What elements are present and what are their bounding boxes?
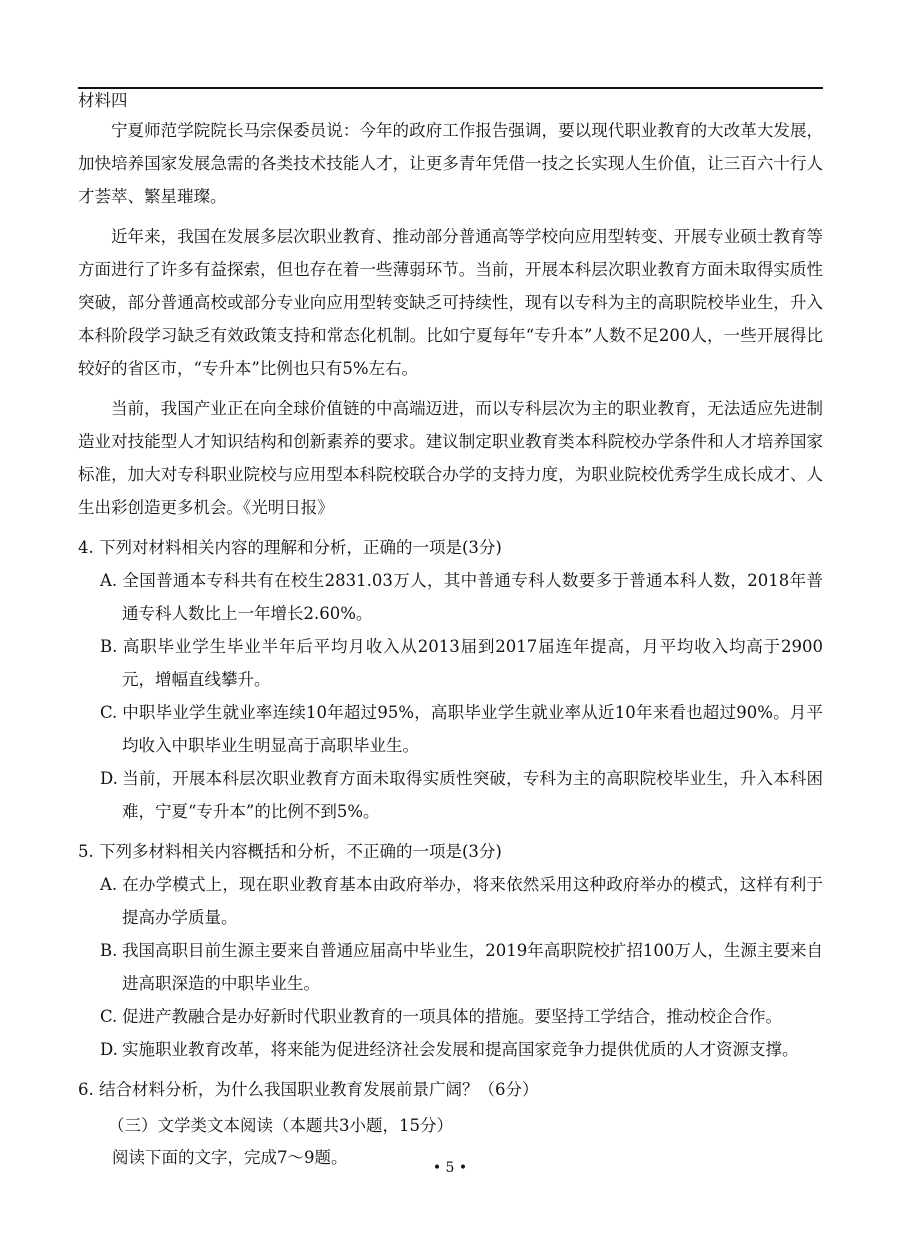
material-title: 材料四 (78, 91, 128, 110)
question-5-option-c (100, 1000, 823, 1033)
option-text: 全国普通本专科共有在校生2831.03万人，其中普通专科人数要多于普通本科人数，2018年普通专科人数比上一年增长2.60%。 (122, 571, 823, 623)
section-heading: （三）文学类文本阅读（本题共3小题，15分） (108, 1116, 453, 1135)
option-letter: D. (100, 1040, 118, 1059)
option-text: 高职毕业学生毕业半年后平均月收入从2013届到2017届连年提高，月平均收入均高于2900元，增幅直线攀升。 (122, 637, 823, 689)
option-text: 促进产教融合是办好新时代职业教育的一项具体的措施。要坚持工学结合，推动校企合作。 (122, 1007, 782, 1026)
option-text: 在办学模式上，现在职业教育基本由政府举办，将来依然采用这种政府举办的模式，这样有利于提高办学质量。 (122, 875, 823, 927)
question-4-option-d (100, 762, 823, 828)
option-letter: C. (100, 1007, 118, 1026)
option-text: 中职毕业学生就业率连续10年超过95%，高职毕业学生就业率从近10年来看也超过90%。月平均收入中职毕业生明显高于高职毕业生。 (122, 703, 823, 755)
option-letter: B. (100, 637, 118, 656)
section-instruction: 阅读下面的文字，完成7～9题。 (112, 1148, 348, 1167)
question-4-stem: 4. 下列对材料相关内容的理解和分析，正确的一项是(3分) (78, 538, 502, 557)
option-letter: A. (100, 875, 118, 894)
option-letter: C. (100, 703, 118, 722)
question-6-stem: 6. 结合材料分析，为什么我国职业教育发展前景广阔？（6分） (78, 1080, 539, 1099)
question-4-option-a (100, 564, 823, 630)
page-number: • 5 • (432, 1160, 468, 1176)
document-page (78, 88, 823, 1174)
question-5-option-a (100, 868, 823, 934)
question-4-option-c (100, 696, 823, 762)
option-text: 实施职业教育改革，将来能为促进经济社会发展和提高国家竞争力提供优质的人才资源支撑。 (122, 1040, 799, 1059)
question-5-option-d (100, 1033, 823, 1066)
question-5-option-b (100, 934, 823, 1000)
question-5-stem: 5. 下列多材料相关内容概括和分析，不正确的一项是(3分) (78, 842, 502, 861)
option-text: 我国高职目前生源主要来自普通应届高中毕业生，2019年高职院校扩招100万人，生源主要来自进高职深造的中职毕业生。 (122, 941, 823, 993)
option-text: 当前，开展本科层次职业教育方面未取得实质性突破，专科为主的高职院校毕业生，升入本科困难，宁夏“专升本”的比例不到5%。 (122, 769, 823, 821)
option-letter: D. (100, 769, 118, 788)
material-paragraph-3: 当前，我国产业正在向全球价值链的中高端迈进，而以专科层次为主的职业教育，无法适应先进制造业对技能型人才知识结构和创新素养的要求。建议制定职业教育类本科院校办学条件和人才培养国家标准，加大对专科职业院校与应用型本科院校联合办学的支持力度，为职业院校优秀学生成长成才、人生出彩创造更多机会。《光明日报》 (78, 399, 823, 517)
material-paragraph-2: 近年来，我国在发展多层次职业教育、推动部分普通高等学校向应用型转变、开展专业硕士教育等方面进行了许多有益探索，但也存在着一些薄弱环节。当前，开展本科层次职业教育方面未取得实质性突破，部分普通高校或部分专业向应用型转变缺乏可持续性，现有以专科为主的高职院校毕业生，升入本科阶段学习缺乏有效政策支持和常态化机制。比如宁夏每年“专升本”人数不足200人，一些开展得比较好的省区市，“专升本”比例也只有5%左右。 (78, 227, 823, 378)
option-letter: B. (100, 941, 118, 960)
material-paragraph-1: 宁夏师范学院院长马宗保委员说：今年的政府工作报告强调，要以现代职业教育的大改革大发展，加快培养国家发展急需的各类技术技能人才，让更多青年凭借一技之长实现人生价值，让三百六十行人才荟萃、繁星璀璨。 (78, 121, 823, 206)
question-4-option-b (100, 630, 823, 696)
option-letter: A. (100, 571, 118, 590)
